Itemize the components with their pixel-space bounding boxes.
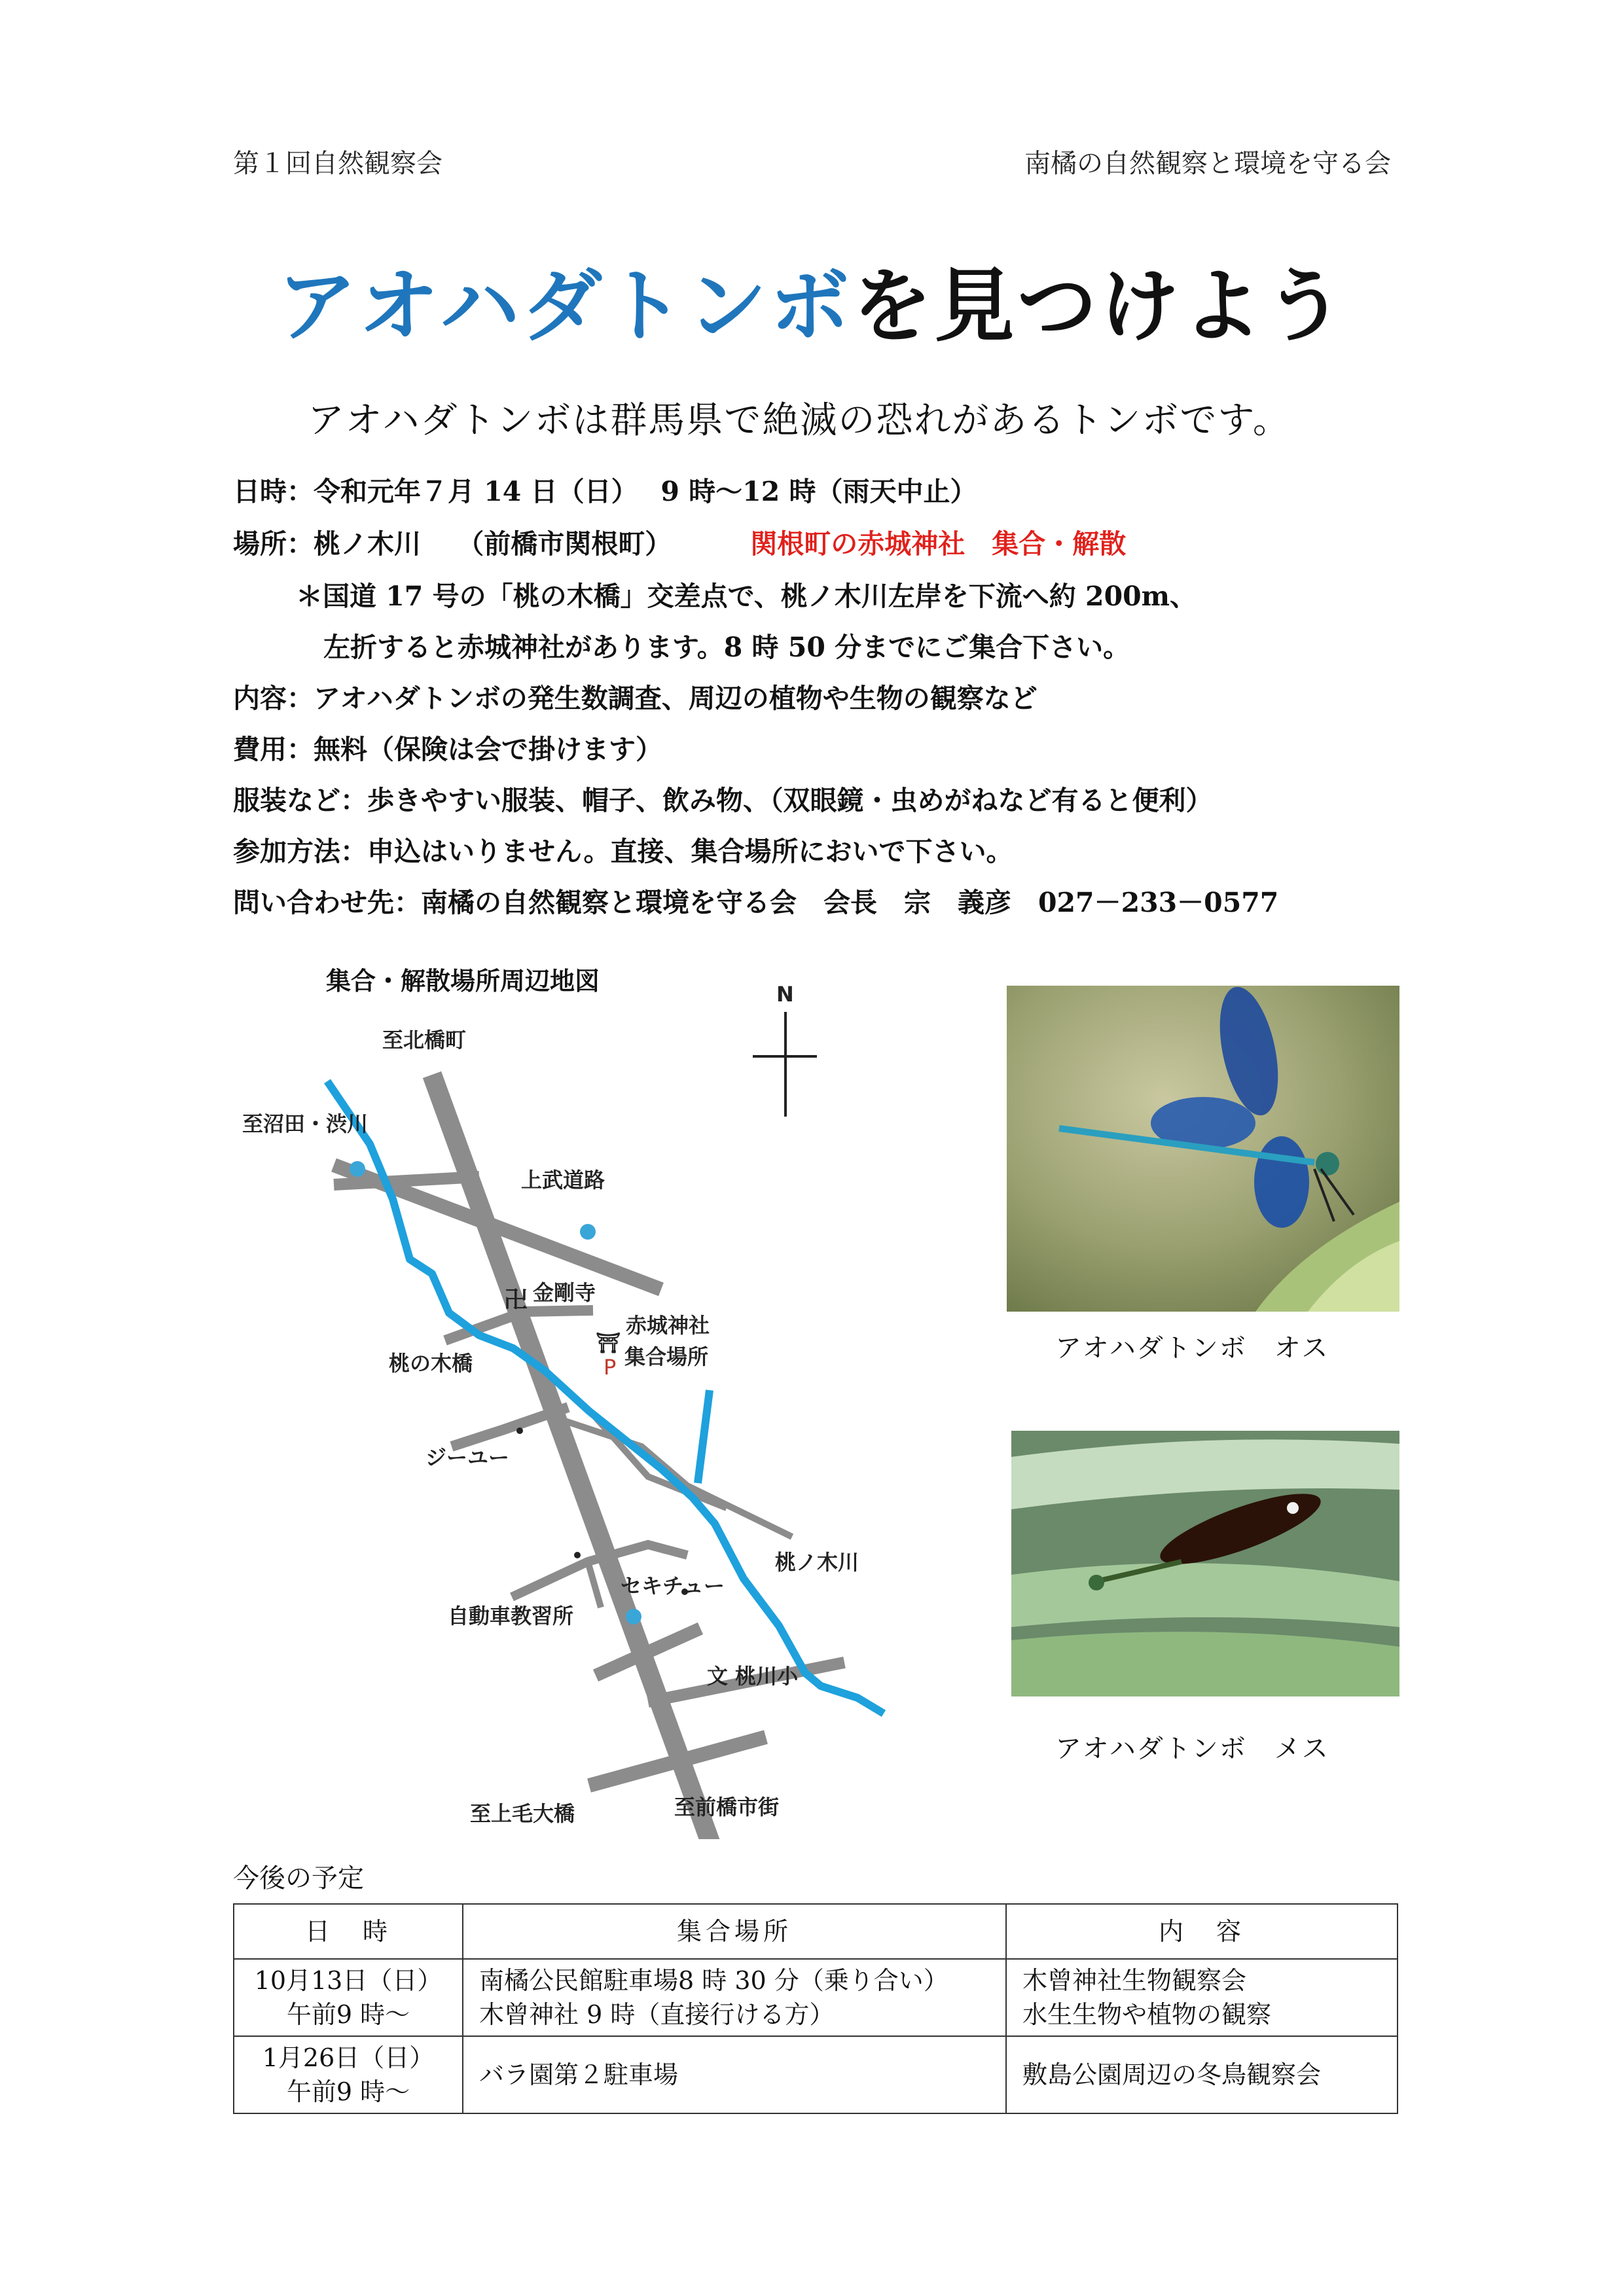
table-row xyxy=(234,1959,1398,2036)
info-note1: ＊国道 17 号の「桃の木橋」交差点で、桃ノ木川左岸を下流へ約 200m、 xyxy=(296,581,1197,612)
map-title: 集合・解散場所周辺地図 xyxy=(326,967,600,996)
cell-date-line1: 1月26日（日） xyxy=(262,2043,435,2072)
header-left: 第１回自然観察会 xyxy=(233,149,442,179)
cell-place xyxy=(463,2036,1006,2113)
river-tributary xyxy=(698,1390,710,1483)
photo-male-dragonfly xyxy=(1007,986,1399,1312)
info-clothing: 服装など：歩きやすい服装、帽子、飲み物、（双眼鏡・虫めがねなど有ると便利） xyxy=(233,785,1213,816)
header-date: 日 時 xyxy=(234,1904,463,1959)
dot-marker xyxy=(574,1552,581,1558)
cell-content xyxy=(1006,1959,1398,2036)
info-cost: 費用：無料（保険は会で掛けます） xyxy=(233,734,662,765)
title-blue: アオハダトンボ xyxy=(277,259,852,353)
label-momonokibashi: 桃の木橋 xyxy=(389,1351,473,1376)
schedule-label: 今後の予定 xyxy=(233,1863,364,1893)
cell-content xyxy=(1006,2036,1398,2113)
header-place: 集合場所 xyxy=(463,1904,1006,1959)
parking-icon: P xyxy=(604,1355,617,1380)
label-jiyuu: ジーユー xyxy=(425,1445,510,1470)
cell-date xyxy=(234,1959,463,2036)
title-black: を見つけよう xyxy=(852,259,1347,353)
header-right: 南橘の自然観察と環境を守る会 xyxy=(1024,149,1391,179)
small-road-sekichu xyxy=(588,1562,601,1607)
label-school: 文 桃川小 xyxy=(707,1664,799,1689)
cell-place xyxy=(463,1959,1006,2036)
dot-marker xyxy=(516,1427,523,1434)
label-akagi: 赤城神社 xyxy=(626,1313,710,1338)
cell-content-line1: 敷島公園周辺の冬鳥観察会 xyxy=(1022,2060,1322,2089)
shrine-icon: ⛩ xyxy=(596,1332,621,1355)
label-kongoji: 金剛寺 xyxy=(533,1280,596,1305)
caption-female: アオハダトンボ メス xyxy=(1055,1734,1329,1764)
cell-place-line1: 南橘公民館駐車場8 時 30 分（乗り合い） xyxy=(479,1966,948,1995)
info-place xyxy=(233,522,1126,561)
route-shield-icon xyxy=(350,1161,365,1177)
info-contact: 問い合わせ先：南橘の自然観察と環境を守る会 会長 宗 義彦 027－233－0577 xyxy=(233,887,1279,918)
table-header-row xyxy=(234,1904,1398,1959)
label-sekichu: セキチュー xyxy=(621,1573,725,1598)
temple-icon: 卍 xyxy=(504,1287,528,1314)
side-road-north xyxy=(334,1177,479,1185)
photo-female-dragonfly xyxy=(1011,1431,1399,1696)
schedule-table xyxy=(233,1903,1398,2114)
cell-date xyxy=(234,2036,463,2113)
route-shield-icon xyxy=(580,1224,596,1240)
cell-content-line1: 木曾神社生物観察会 xyxy=(1022,1966,1247,1995)
cell-place-line2: 木曾神社 9 時（直接行ける方） xyxy=(479,2000,835,2029)
caption-male: アオハダトンボ オス xyxy=(1055,1333,1329,1363)
info-content: 内容：アオハダトンボの発生数調査、周辺の植物や生物の観察など xyxy=(233,683,1038,714)
info-note2: 左折すると赤城神社があります。8 時 50 分までにご集合下さい。 xyxy=(323,632,1130,663)
subtitle: アオハダトンボは群馬県で絶滅の恐れがあるトンボです。 xyxy=(308,399,1291,442)
cell-date-line1: 10月13日（日） xyxy=(254,1966,442,1995)
label-kitahashi: 至北橋町 xyxy=(382,1028,467,1052)
route-shield-icon xyxy=(626,1609,641,1624)
info-method: 参加方法：申込はいりません。直接、集合場所においで下さい。 xyxy=(233,836,1013,867)
label-jomo: 至上毛大橋 xyxy=(470,1801,575,1826)
north-arrow-icon xyxy=(753,1012,817,1117)
cell-content-line2: 水生生物や植物の観察 xyxy=(1022,2000,1272,2029)
label-momonokigawa: 桃ノ木川 xyxy=(775,1550,859,1575)
table-row xyxy=(234,2036,1398,2113)
label-maebashi: 至前橋市街 xyxy=(674,1795,780,1820)
label-jobu: 上武道路 xyxy=(521,1168,605,1193)
cell-date-line2: 午前9 時～ xyxy=(286,2077,410,2106)
north-label: N xyxy=(776,982,794,1007)
info-datetime: 日時：令和元年７月 14 日（日） 9 時～12 時（雨天中止） xyxy=(233,476,977,507)
label-meeting: 集合場所 xyxy=(624,1344,709,1369)
info-place-red: 関根町の赤城神社 集合・解散 xyxy=(750,528,1127,560)
cell-place-line1: バラ園第２駐車場 xyxy=(479,2060,679,2089)
label-kyoshujo: 自動車教習所 xyxy=(448,1604,574,1628)
label-numata: 至沼田・渋川 xyxy=(242,1111,369,1136)
cell-date-line2: 午前9 時～ xyxy=(286,2000,410,2029)
area-map xyxy=(229,969,916,1839)
info-place-text: 場所：桃ノ木川 （前橋市関根町） xyxy=(233,528,672,560)
header-content: 内 容 xyxy=(1006,1904,1398,1959)
page-title xyxy=(0,242,1624,357)
